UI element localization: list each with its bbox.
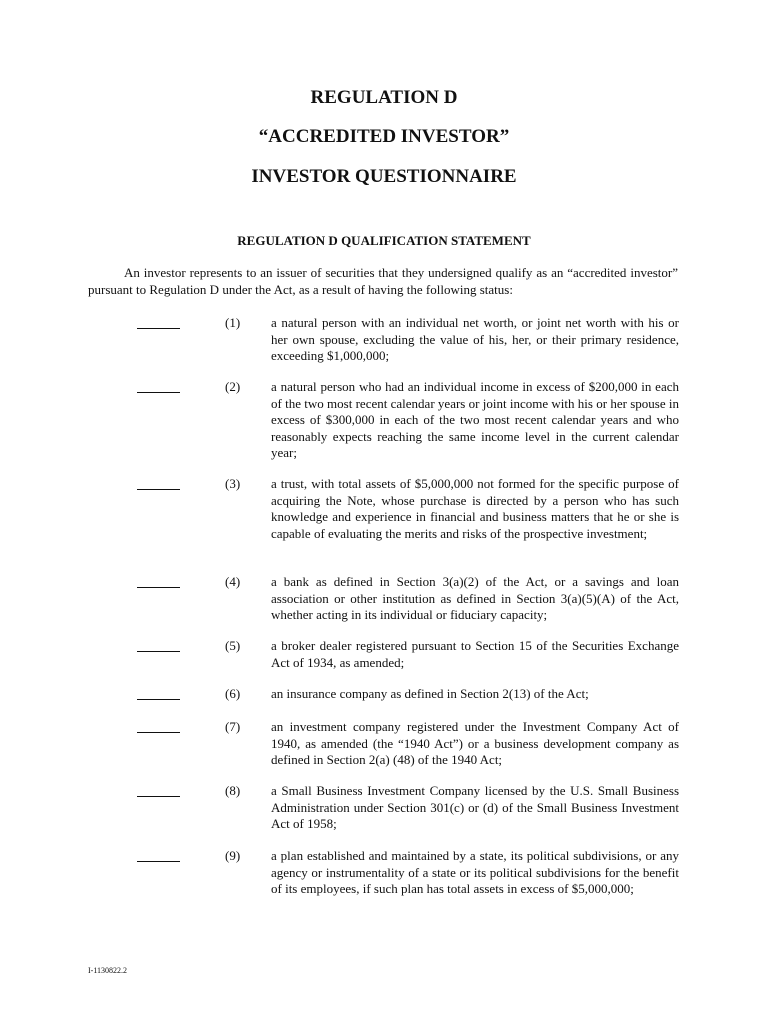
item-number: (6) — [225, 686, 241, 701]
intro-paragraph: An investor represents to an issuer of securities that they undersigned qualify as an “accredited investor” pursuant to Regulation D under the Act, as a result of having the following status: — [88, 265, 678, 297]
item-text: a natural person with an individual net worth, or joint net worth with his or her own spouse, excluding the value of his, her, or their primary residence, exceeding $1,000,000; — [271, 315, 679, 363]
checkbox-blank-line[interactable] — [137, 315, 180, 329]
checkbox-blank-line[interactable] — [137, 719, 180, 733]
checkbox-blank-line[interactable] — [137, 476, 180, 490]
title-accredited-investor: “ACCREDITED INVESTOR” — [258, 126, 510, 147]
checkbox-blank-line[interactable] — [137, 379, 180, 393]
checkbox-blank-line[interactable] — [137, 848, 180, 862]
checkbox-blank-line[interactable] — [137, 686, 180, 700]
item-number: (4) — [225, 574, 241, 589]
item-text: a trust, with total assets of $5,000,000 not formed for the specific purpose of acquiring the Note, whose purchase is directed by a person who has such knowledge and experience in financial and business matters that he or she is capable of evaluating the merits and risks of the prospective investment; — [271, 476, 679, 541]
item-text: a bank as defined in Section 3(a)(2) of the Act, or a savings and loan association or other institution as defined in Section 3(a)(5)(A) of the Act, whether acting in its individual or fiduciary capacity; — [271, 574, 679, 622]
item-text: a natural person who had an individual income in excess of $200,000 in each of the two most recent calendar years or joint income with his or her spouse in excess of $300,000 in each of the two most recent calendar years and who reasonably expects reaching the same income level in the current calendar year; — [271, 379, 679, 460]
item-text: a plan established and maintained by a state, its political subdivisions, or any agency or instrumentality of a state or its political subdivisions for the benefit of its employees, if such plan has total assets in excess of $5,000,000; — [271, 848, 679, 896]
item-number: (5) — [225, 638, 241, 653]
title-investor-questionnaire: INVESTOR QUESTIONNAIRE — [251, 166, 517, 187]
item-text: an investment company registered under the Investment Company Act of 1940, as amended (the “1940 Act”) or a business development company as defined in Section 2(a) (48) of the 1940 Act; — [271, 719, 679, 767]
item-number: (7) — [225, 719, 241, 734]
item-number: (2) — [225, 379, 241, 394]
checkbox-blank-line[interactable] — [137, 574, 180, 588]
item-text: a broker dealer registered pursuant to Section 15 of the Securities Exchange Act of 1934, as amended; — [271, 638, 679, 670]
title-regulation-d: REGULATION D — [310, 87, 458, 108]
item-text: an insurance company as defined in Section 2(13) of the Act; — [271, 686, 589, 701]
section-heading: REGULATION D QUALIFICATION STATEMENT — [237, 233, 531, 248]
item-number: (9) — [225, 848, 241, 863]
checkbox-blank-line[interactable] — [137, 783, 180, 797]
checkbox-blank-line[interactable] — [137, 638, 180, 652]
item-text: a Small Business Investment Company licensed by the U.S. Small Business Administration under Section 301(c) or (d) of the Small Business Investment Act of 1958; — [271, 783, 679, 831]
item-number: (8) — [225, 783, 241, 798]
item-number: (3) — [225, 476, 241, 491]
item-number: (1) — [225, 315, 241, 330]
document-id-footer: I-1130822.2 — [88, 966, 128, 975]
